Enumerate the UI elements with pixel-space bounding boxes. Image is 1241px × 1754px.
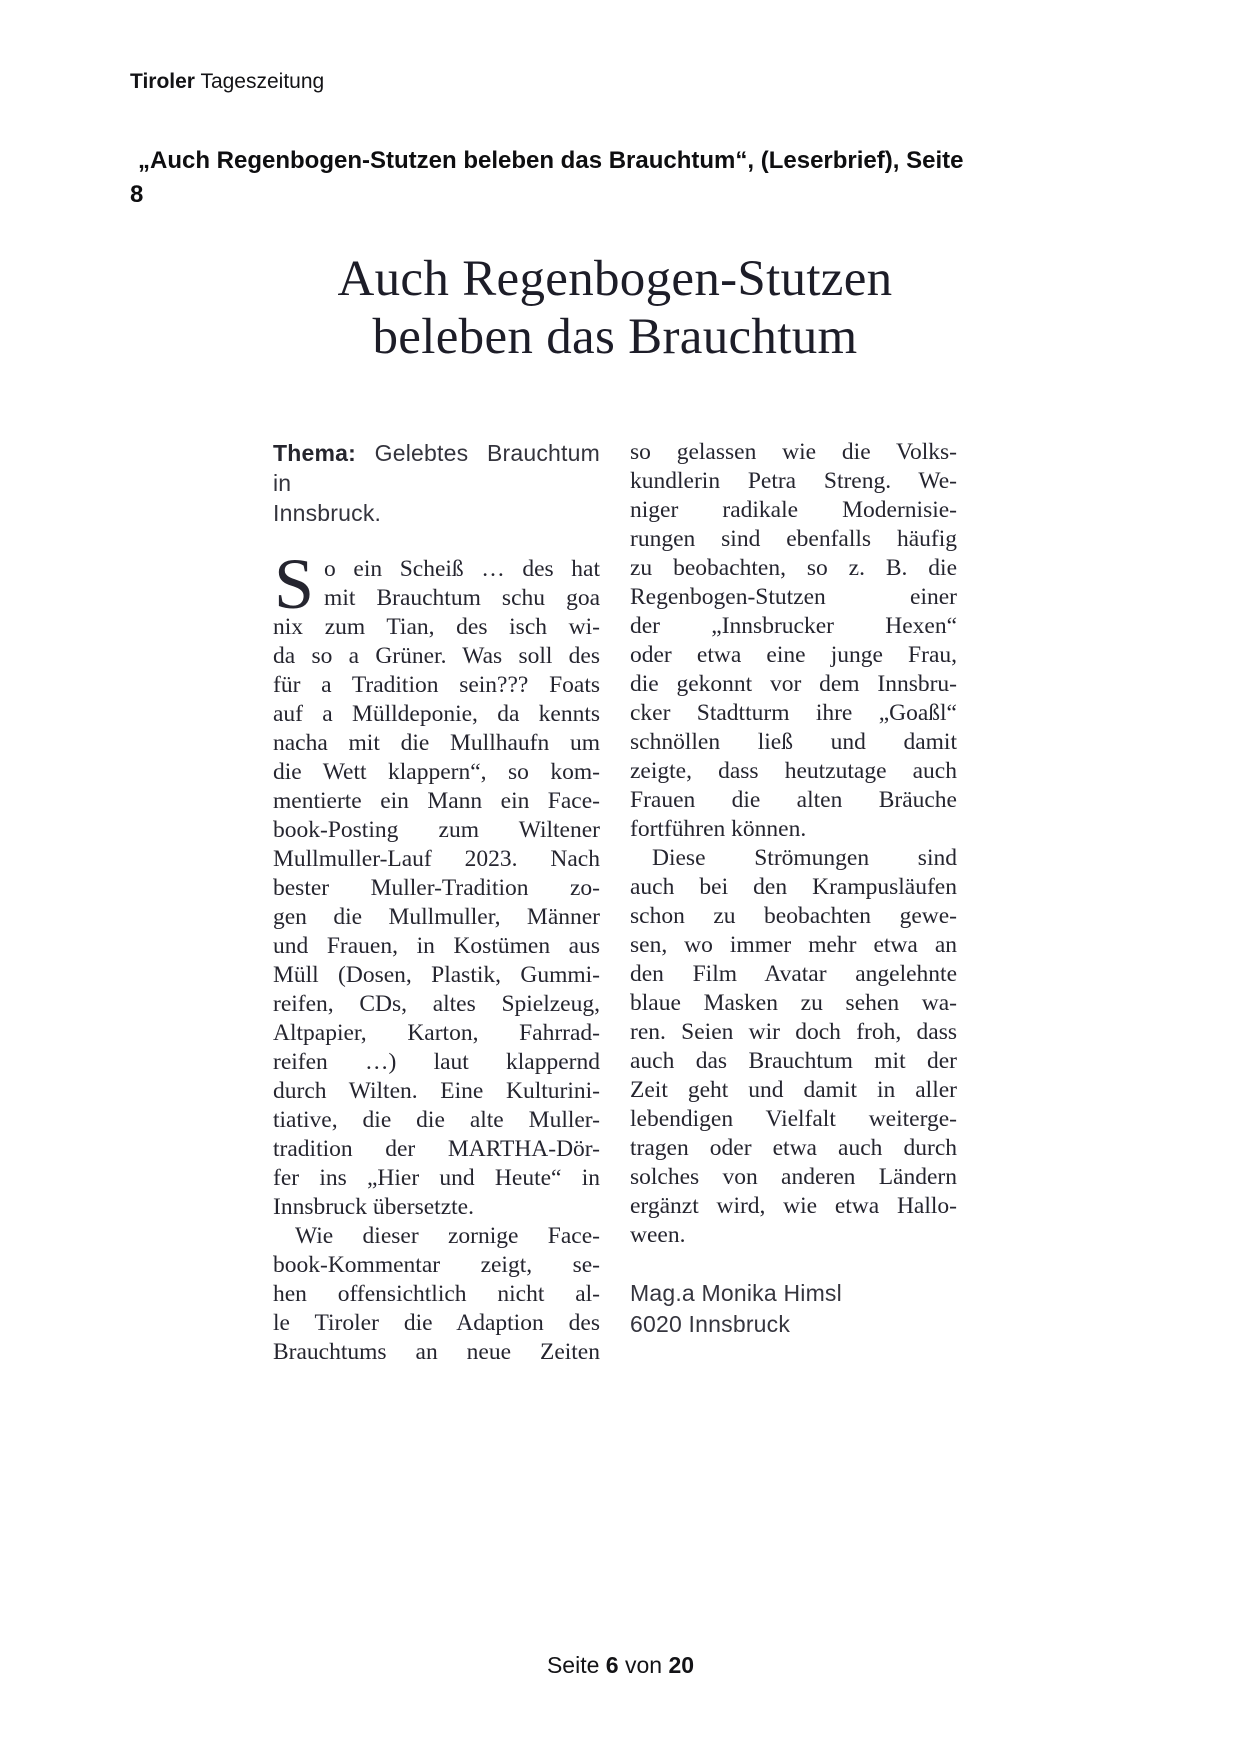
paragraph (630, 844, 957, 1250)
text-line: fer ins „Hier und Heute“ in (273, 1165, 600, 1191)
text-line: durch Wilten. Eine Kulturini- (273, 1078, 600, 1104)
text-line: reifen …) laut klappernd (273, 1049, 600, 1075)
paragraph (630, 438, 957, 844)
lead-text: Gelebtes Brauchtum in (273, 440, 600, 496)
text-line: book-Posting zum Wiltener (273, 817, 600, 843)
text-line: tradition der MARTHA-Dör- (273, 1136, 600, 1162)
text-line: auch bei den Krampusläufen (630, 874, 957, 900)
article-column-right (630, 438, 957, 1367)
lead-line-2: Innsbruck. (273, 500, 382, 526)
text-line: Zeit geht und damit in aller (630, 1077, 957, 1103)
article-lead (273, 438, 600, 528)
page-number-indicator (0, 1652, 1241, 1679)
paragraph (273, 1222, 600, 1367)
text-line: o ein Scheiß … des hat (324, 556, 600, 582)
text-line: sen, wo immer mehr etwa an (630, 932, 957, 958)
text-line: nix zum Tian, des isch wi- (273, 614, 600, 640)
text-line: bester Muller-Tradition zo- (273, 875, 600, 901)
text-line: reifen, CDs, altes Spielzeug, (273, 991, 600, 1017)
text-line: schon zu beobachten gewe- (630, 903, 957, 929)
text-line: Regenbogen-Stutzen einer (630, 584, 957, 610)
text-line: für a Tradition sein??? Foats (273, 672, 600, 698)
clipping-subject-line (130, 144, 1050, 212)
lead-label: Thema: (273, 440, 356, 466)
footer-total-pages: 20 (668, 1652, 695, 1678)
subject-line-2: 8 (130, 181, 144, 208)
publication-name-regular: Tageszeitung (200, 70, 325, 93)
text-line: der „Innsbrucker Hexen“ (630, 613, 957, 639)
text-line: Frauen die alten Bräuche (630, 787, 957, 813)
text-line: Altpapier, Karton, Fahrrad- (273, 1020, 600, 1046)
text-line: so gelassen wie die Volks- (630, 439, 957, 465)
text-line: zu beobachten, so z. B. die (630, 555, 957, 581)
text-line: die Wett klappern“, so kom- (273, 759, 600, 785)
text-line: da so a Grüner. Was soll des (273, 643, 600, 669)
lead-line-1 (273, 438, 600, 498)
text-line: le Tiroler die Adaption des (273, 1310, 600, 1336)
letter-signature (630, 1278, 957, 1340)
text-line: Wie dieser zornige Face- (295, 1223, 600, 1249)
column-left-paragraphs (273, 544, 600, 1367)
text-line: auf a Mülldeponie, da kennts (273, 701, 600, 727)
signature-city: 6020 Innsbruck (630, 1311, 791, 1337)
publication-name (130, 70, 324, 94)
text-line: tragen oder etwa auch durch (630, 1135, 957, 1161)
text-line: nacha mit die Mullhaufn um (273, 730, 600, 756)
signature-name: Mag.a Monika Himsl (630, 1280, 842, 1306)
text-line: solches von anderen Ländern (630, 1164, 957, 1190)
drop-cap: S (274, 544, 315, 624)
text-line: kundlerin Petra Streng. We- (630, 468, 957, 494)
text-line: ergänzt wird, wie etwa Hallo- (630, 1193, 957, 1219)
text-line: schnöllen ließ und damit (630, 729, 957, 755)
text-line: ren. Seien wir doch froh, dass (630, 1019, 957, 1045)
column-right-paragraphs (630, 438, 957, 1250)
paragraph (273, 544, 600, 1222)
text-line: die gekonnt vor dem Innsbru- (630, 671, 957, 697)
text-line: cker Stadtturm ihre „Goaßl“ (630, 700, 957, 726)
text-line: hen offensichtlich nicht al- (273, 1281, 600, 1307)
footer-page-number: 6 (605, 1652, 619, 1678)
text-line: den Film Avatar angelehnte (630, 961, 957, 987)
text-line: lebendigen Vielfalt weiterge- (630, 1106, 957, 1132)
text-line: Innsbruck übersetzte. (273, 1194, 474, 1220)
headline-line-2: beleben das Brauchtum (372, 309, 858, 365)
text-line: gen die Mullmuller, Männer (273, 904, 600, 930)
article-body (273, 438, 957, 1367)
article-headline (273, 250, 957, 366)
text-line: ween. (630, 1222, 686, 1248)
footer-prefix: Seite (546, 1652, 600, 1678)
text-line: mit Brauchtum schu goa (324, 585, 600, 611)
text-line: Müll (Dosen, Plastik, Gummi- (273, 962, 600, 988)
text-line: niger radikale Modernisie- (630, 497, 957, 523)
text-line: Brauchtums an neue Zeiten (273, 1339, 600, 1365)
article-column-left (273, 438, 600, 1367)
text-line: blaue Masken zu sehen wa- (630, 990, 957, 1016)
text-line: Mullmuller-Lauf 2023. Nach (273, 846, 600, 872)
text-line: fortführen können. (630, 816, 807, 842)
text-line: rungen sind ebenfalls häufig (630, 526, 957, 552)
text-line: auch das Brauchtum mit der (630, 1048, 957, 1074)
text-line: mentierte ein Mann ein Face- (273, 788, 600, 814)
headline-line-1: Auch Regenbogen-Stutzen (337, 251, 893, 307)
text-line: und Frauen, in Kostümen aus (273, 933, 600, 959)
text-line: oder etwa eine junge Frau, (630, 642, 957, 668)
text-line: tiative, die die alte Muller- (273, 1107, 600, 1133)
publication-name-bold: Tiroler (130, 70, 195, 93)
text-line: book-Kommentar zeigt, se- (273, 1252, 600, 1278)
text-line: Diese Strömungen sind (652, 845, 957, 871)
text-line: zeigte, dass heutzutage auch (630, 758, 957, 784)
footer-connector: von (624, 1652, 663, 1678)
subject-line-1: „Auch Regenbogen-Stutzen beleben das Brauchtum“, (Leserbrief), Seite (138, 147, 964, 174)
